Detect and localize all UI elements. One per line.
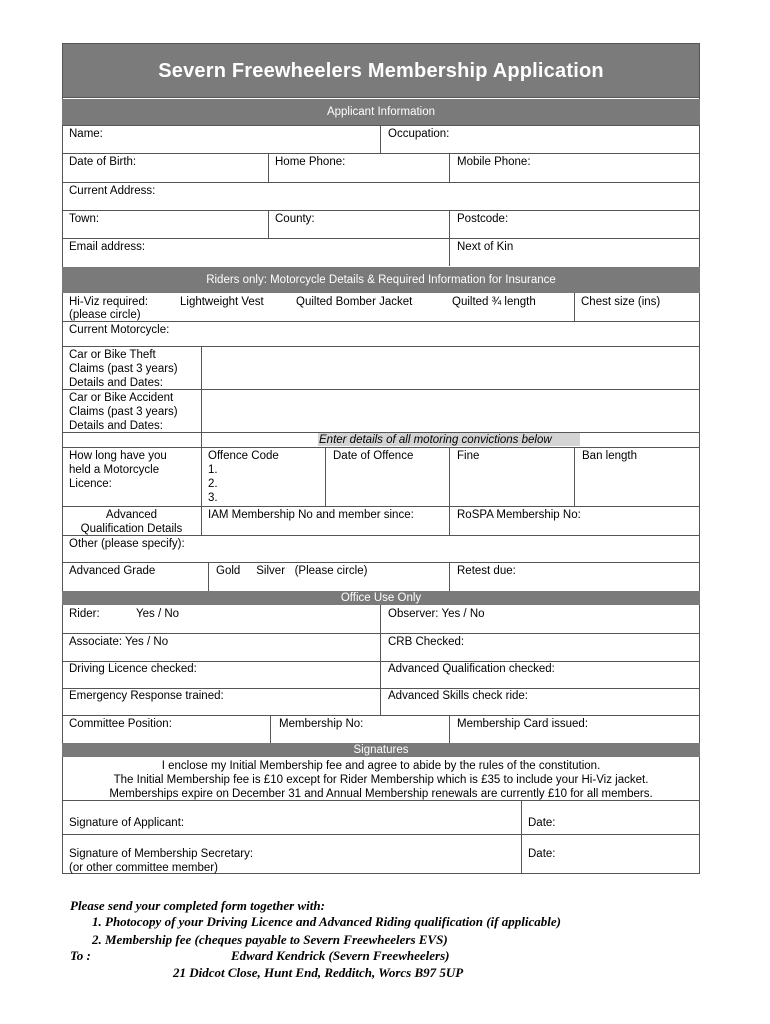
date-of-offence-label[interactable]: Date of Offence bbox=[333, 450, 414, 462]
associate-yes-no[interactable]: Associate: Yes / No bbox=[69, 636, 169, 648]
licence-held-label: held a Motorcycle bbox=[69, 464, 160, 476]
secretary-signature-field-label[interactable]: Signature of Membership Secretary: bbox=[69, 848, 254, 860]
accident-claims-label: Car or Bike Accident bbox=[69, 392, 174, 404]
dob-field-label[interactable]: Date of Birth: bbox=[69, 156, 137, 168]
form-title: Severn Freewheelers Membership Application bbox=[158, 60, 604, 82]
signature-statement: I enclose my Initial Membership fee and agree to abide by the rules of the constitution. bbox=[161, 760, 601, 772]
crb-checked-field-label[interactable]: CRB Checked: bbox=[388, 636, 465, 648]
driving-licence-checked-label[interactable]: Driving Licence checked: bbox=[69, 663, 197, 675]
adv-skills-check-label[interactable]: Advanced Skills check ride: bbox=[388, 690, 528, 702]
grid-line bbox=[574, 447, 575, 506]
chest-size-field-label[interactable]: Chest size (ins) bbox=[581, 296, 661, 308]
grid-line bbox=[62, 633, 700, 634]
offence-line[interactable]: 1. bbox=[208, 464, 218, 476]
grid-line bbox=[449, 153, 450, 182]
section-applicant-info bbox=[62, 99, 700, 125]
ban-length-label[interactable]: Ban length bbox=[582, 450, 637, 462]
grid-line bbox=[268, 153, 269, 182]
grid-line bbox=[62, 238, 700, 239]
grid-line bbox=[449, 715, 450, 743]
grid-line bbox=[380, 125, 381, 153]
hiviz-required-label: Hi-Viz required: bbox=[69, 296, 149, 308]
fine-label[interactable]: Fine bbox=[457, 450, 480, 462]
hiviz-option-lightweight[interactable]: Lightweight Vest bbox=[180, 296, 264, 308]
observer-yes-no[interactable]: Observer: Yes / No bbox=[388, 608, 485, 620]
theft-claims-label: Car or Bike Theft bbox=[69, 349, 156, 361]
convictions-note: Enter details of all motoring convictions below bbox=[319, 434, 552, 446]
applicant-signature-field-label[interactable]: Signature of Applicant: bbox=[69, 817, 185, 829]
applicant-date-field-label[interactable]: Date: bbox=[528, 817, 556, 829]
footer-address: 21 Didcot Close, Hunt End, Redditch, Worcs B97 5UP bbox=[173, 965, 464, 980]
town-field-label[interactable]: Town: bbox=[69, 213, 100, 225]
offence-code-label: Offence Code bbox=[208, 450, 279, 462]
signature-statement: Memberships expire on December 31 and Annual Membership renewals are currently £10 for all members. bbox=[109, 788, 653, 800]
secretary-date-field-label[interactable]: Date: bbox=[528, 848, 556, 860]
retest-due-field-label[interactable]: Retest due: bbox=[457, 565, 516, 577]
section-office-heading: Office Use Only bbox=[340, 592, 422, 604]
hiviz-option-bomber[interactable]: Quilted Bomber Jacket bbox=[296, 296, 413, 308]
section-signatures-heading: Signatures bbox=[353, 744, 409, 756]
grid-line bbox=[62, 182, 700, 183]
advanced-grade-label: Advanced Grade bbox=[69, 565, 156, 577]
footer-item-1: 1. Photocopy of your Driving Licence and Advanced Riding qualification (if applicable) bbox=[92, 914, 561, 929]
offence-line[interactable]: 2. bbox=[208, 478, 218, 490]
theft-claims-label: Details and Dates: bbox=[69, 377, 163, 389]
theft-claims-label: Claims (past 3 years) bbox=[69, 363, 178, 375]
current-motorcycle-field-label[interactable]: Current Motorcycle: bbox=[69, 324, 170, 336]
hiviz-circle-note: (please circle) bbox=[69, 309, 141, 321]
section-riders-heading: Riders only: Motorcycle Details & Required Information for Insurance bbox=[206, 274, 556, 286]
section-signatures bbox=[62, 743, 700, 757]
name-field-label[interactable]: Name: bbox=[69, 128, 103, 140]
form-title-banner bbox=[62, 43, 700, 98]
grid-line bbox=[62, 447, 700, 448]
licence-held-label: How long have you bbox=[69, 450, 167, 462]
grid-line bbox=[62, 153, 700, 154]
footer-item-2: 2. Membership fee (cheques payable to Severn Freewheelers EVS) bbox=[92, 932, 448, 947]
county-field-label[interactable]: County: bbox=[275, 213, 315, 225]
accident-claims-field[interactable] bbox=[202, 390, 699, 431]
postcode-field-label[interactable]: Postcode: bbox=[457, 213, 509, 225]
accident-claims-label: Claims (past 3 years) bbox=[69, 406, 178, 418]
footer-to-label: To : bbox=[70, 948, 91, 963]
footer-recipient: Edward Kendrick (Severn Freewheelers) bbox=[231, 948, 450, 963]
next-of-kin-field-label[interactable]: Next of Kin bbox=[457, 241, 514, 253]
grid-line bbox=[449, 562, 450, 591]
grade-options[interactable]: Gold Silver (Please circle) bbox=[216, 565, 368, 577]
home-phone-field-label[interactable]: Home Phone: bbox=[275, 156, 346, 168]
grid-line bbox=[449, 210, 450, 266]
grid-line bbox=[268, 210, 269, 238]
committee-position-field-label[interactable]: Committee Position: bbox=[69, 718, 172, 730]
grid-line bbox=[574, 293, 575, 321]
grid-line bbox=[62, 715, 700, 716]
rospa-membership-field-label[interactable]: RoSPA Membership No: bbox=[457, 509, 581, 521]
grid-line bbox=[62, 562, 700, 563]
adv-qual-checked-label[interactable]: Advanced Qualification checked: bbox=[388, 663, 555, 675]
grid-line bbox=[380, 605, 381, 715]
grid-line bbox=[62, 125, 700, 126]
grid-line bbox=[449, 447, 450, 535]
licence-held-label: Licence: bbox=[69, 478, 112, 490]
theft-claims-field[interactable] bbox=[202, 347, 699, 388]
grid-line bbox=[325, 447, 326, 506]
iam-membership-field-label[interactable]: IAM Membership No and member since: bbox=[208, 509, 414, 521]
grid-line bbox=[62, 506, 700, 507]
rider-yes-no[interactable]: Yes / No bbox=[136, 608, 180, 620]
advanced-qualification-label: Advanced bbox=[105, 509, 158, 521]
section-applicant-heading: Applicant Information bbox=[326, 106, 436, 118]
accident-claims-label: Details and Dates: bbox=[69, 420, 163, 432]
grid-line bbox=[62, 210, 700, 211]
grid-line bbox=[270, 715, 271, 743]
hiviz-option-quilted[interactable]: Quilted ¾ length bbox=[452, 296, 536, 308]
grid-line bbox=[521, 800, 522, 874]
section-riders-info bbox=[62, 267, 700, 293]
signature-statement: The Initial Membership fee is £10 except for Rider Membership which is £35 to include your Hi-Viz jacket. bbox=[113, 774, 649, 786]
grid-line bbox=[62, 834, 700, 835]
emergency-response-label[interactable]: Emergency Response trained: bbox=[69, 690, 224, 702]
offence-line[interactable]: 3. bbox=[208, 492, 218, 504]
section-office-use bbox=[62, 591, 700, 605]
footer-intro: Please send your completed form together with: bbox=[70, 898, 325, 913]
advanced-qualification-label: Qualification Details bbox=[80, 523, 183, 535]
email-field-label[interactable]: Email address: bbox=[69, 241, 146, 253]
occupation-field-label[interactable]: Occupation: bbox=[388, 128, 450, 140]
grid-line bbox=[62, 321, 700, 322]
membership-no-field-label[interactable]: Membership No: bbox=[279, 718, 364, 730]
mobile-phone-field-label[interactable]: Mobile Phone: bbox=[457, 156, 531, 168]
secretary-note: (or other committee member) bbox=[69, 862, 218, 874]
rider-label: Rider: bbox=[69, 608, 100, 620]
membership-card-issued-label[interactable]: Membership Card issued: bbox=[457, 718, 589, 730]
grid-line bbox=[208, 562, 209, 591]
address-field-label[interactable]: Current Address: bbox=[69, 185, 156, 197]
other-specify-field-label[interactable]: Other (please specify): bbox=[69, 538, 185, 550]
